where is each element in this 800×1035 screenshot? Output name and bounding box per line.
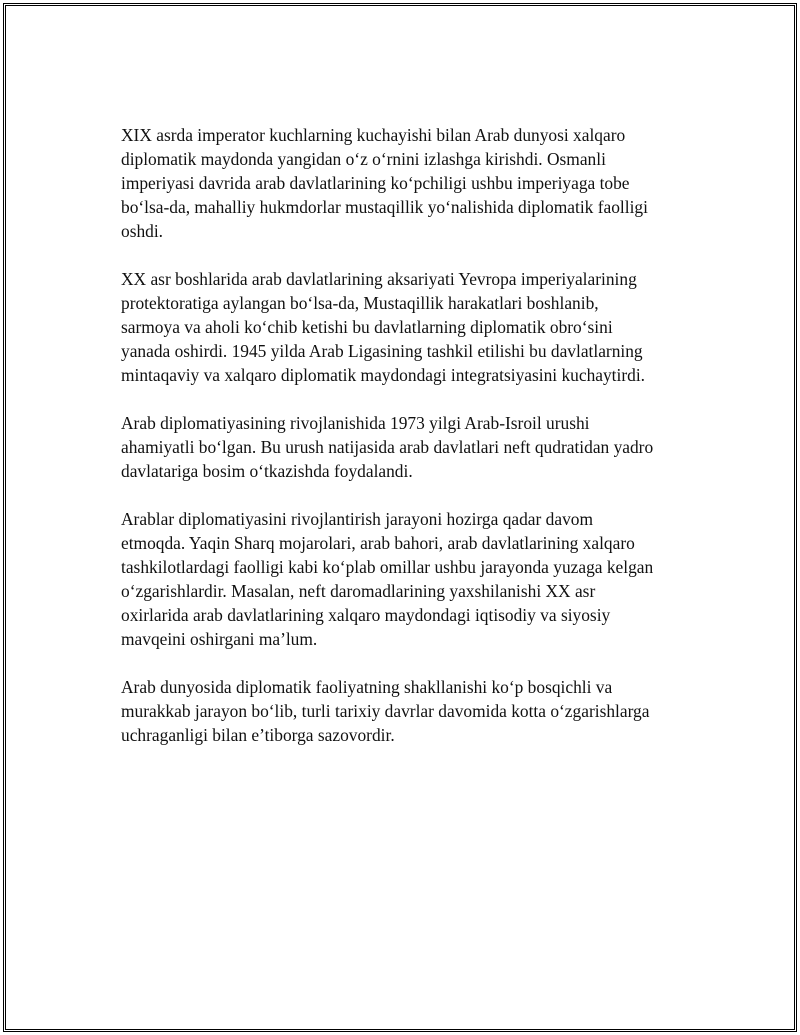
paragraph-3: Arab diplomatiyasining rivojlanishida 1973 yilgi Arab-Isroil urushi ahamiyatli bo‘lgan. Bu urush natijasida arab davlatlari neft qudratidan yadro davlatariga bosim o‘tkazishda foydalandi. [121,413,654,481]
page-border [3,3,797,1032]
paragraph-1: XIX asrda imperator kuchlarning kuchayishi bilan Arab dunyosi xalqaro diplomatik maydonda yangidan o‘z o‘rnini izlashga kirishdi. Osmanli imperiyasi davrida arab davlatlarining ko‘pchiligi ushbu imperiyaga tobe bo‘lsa-da, mahalliy hukmdorlar mustaqillik yo‘nalishida diplomatik faolligi oshdi. [121,125,648,241]
paragraph-2: XX asr boshlarida arab davlatlarining aksariyati Yevropa imperiyalarining protektoratiga aylangan bo‘lsa-da, Mustaqillik harakatlari boshlanib, sarmoya va aholi ko‘chib ketishi bu davlatlarning diplomatik obro‘sini yanada oshirdi. 1945 yilda Arab Ligasining tashkil etilishi bu davlatlarning mintaqaviy va xalqaro diplomatik maydondagi integratsiyasini kuchaytirdi. [121,269,646,385]
document-body [121,123,696,771]
paragraph-4: Arablar diplomatiyasini rivojlantirish jarayoni hozirga qadar davom etmoqda. Yaqin Sharq mojarolari, arab bahori, arab davlatlarining xalqaro tashkilotlardagi faolligi kabi ko‘plab omillar ushbu jarayonda yuzaga kelgan o‘zgarishlardir. Masalan, neft daromadlarining yaxshilanishi XX asr oxirlarida arab davlatlarining xalqaro maydondagi iqtisodiy va siyosiy mavqeini oshirgani ma’lum. [121,509,654,649]
paragraph-5: Arab dunyosida diplomatik faoliyatning shakllanishi ko‘p bosqichli va murakkab jarayon bo‘lib, turli tarixiy davrlar davomida kotta o‘zgarishlarga uchraganligi bilan e’tiborga sazovordir. [121,677,650,745]
